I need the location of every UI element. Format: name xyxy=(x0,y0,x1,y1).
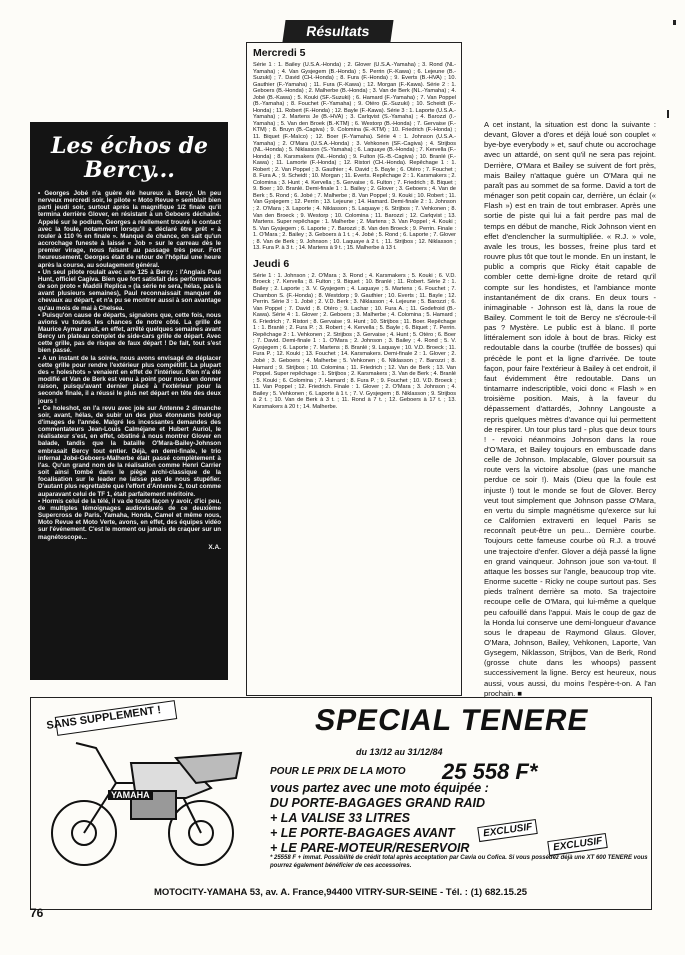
ad-line: DU PORTE-BAGAGES GRAND RAID xyxy=(270,796,486,810)
results-column xyxy=(246,42,462,696)
article-text: A cet instant, la situation est donc la suivante : devant, Glover a d'ores et déjà loué son couplet « bye-bye everybody » et, sauf chute ou accrochage avec un attardé, on sent qu'il ne sera pas rejoint. Derrière, O'Mara et Bailey se suivent de fort près, mais Bailey n'attaque guère un O'Mara qui ne paraît pas au sommet de sa forme. David a tort de ménager son petit copain car, derrière, un éclair (« Flash ») est en train de tout embraser. Après une sortie de piste qui lui a fait perdre pas mal de temps en début de manche, Rick Johnson vient en effet d'enclencher la surmultipliée. « R.J. » vole, avale les trous, les bosses, freine plus tard et rouvre plus tôt que tout le monde. En un instant, le public a compris que Ricky était capable de combler cette demi-ligne droite de retard qu'il compte sur les hondistes, et l'ambiance monte instantanément de dix crans. En deux tours - inimaginable - Johnson est là, dans la roue de Bailey. Comment le toit de Bercy ne s'écroule-t-il pas ? Mystère. Le public est à blanc. Il porte littéralement son idole à bout de bras. Ricky est redoutable dans la courbe (truffée de bosses) qui précède le pont et la ligne d'arrivée. De toute façon, pour faire l'extérieur à Bailey à cet endroit, il faut évidemment être redoutable. Dans un tintamarre indescriptible, voici donc « Flash » en troisième position. Mais, à la faveur du dépassement d'attardés, Johnny Langouste a repris quelques mètres d'avance qui lui permettent de respirer. Un tour plus tard - plus que deux tours ! - revoici néanmoins Johnson dans la roue d'O'Mara, et Bailey toujours en embuscade dans celle de Johnson. Implacable, Glover poursuit sa route vers la victoire absolue (pas une manche perdue ce soir !). Mais (Dieu que la foule est injuste !) tout le monde se fout de Glover. Bercy veut tout simplement que Johnson passe O'Mara, en vertu du simple magnétisme qu'exerce sur lui ce Californien extraverti en lequel Paris se reconnaît peut-être un peu... Dernière courbe. Toujours cette fameuse courbe où R.J. a trouvé une trajectoire d'enfer. Glover a déjà passé la ligne en grand vainqueur. Johnson joue son va-tout. Il attaque les bosses sur l'angle, beaucoup trop vite. Enorme sucette - Ricky ne coupe surtout pas. Ses pieds traînent derrière sa moto. Sa trajectoire recoupe celle de O'Mara, qui lui-même a quelque peu cafouillé dans l'appui. Mais le coup de gaz de la Honda lui conserve une demi-longueur d'avance sous le drapeau de Raymond Glaus. Glover, O'Mara, Johnson, Bailey, Vehkonen, Laporte, Van Gysegem, Niklasson, Strijbos, Van de Berk, Rond (grosse chute dans les whoops) passent successivement la ligne. Bercy est heureux, nous aussi, vous aussi, du moins l'espère-t-on. A l'an prochain. ■ xyxy=(484,120,656,698)
echos-paragraph: • Hormis celui de la télé, il va de toute façon y avoir, d'ici peu, de multiples témoignages audiovisuels de ce deuxième Supercross de Paris. Yamaha, Honda, Camel et même nous, Moto Revue et Moto Verte, avons, en effet, des équipes vidéo sur l'événement. C'est le moment ou jamais de craquer sur un magnétoscope... xyxy=(38,497,221,541)
echos-paragraph: • Ce holeshot, on l'a revu avec joie sur Antenne 2 dimanche soir, avant, hélas, de subir un des plus étonnants hold-up d'images de l'année. Malgré les incessantes demandes des commentateurs Jean-Louis Calméjane et Hubert Auriol, le réalisateur s'est, en effet, obstiné à nous montrer Glover en balade, tandis que la bataille O'Mara-Bailey-Johnson embrasait Bercy tout entier. Déjà, en demi-finale, le trio infernal Jobé-Geboers-Malherbe était passé complètement à l'as. Qu'un grand nom de la réalisation comme Henri Carrier soit ainsi tombé dans le piège archi-classique de la focalisation sur le leader ne laisse pas de nous stupéfier. D'autant plus regrettable que l'effort d'Antenne 2, tout comme auparavant celui de TF 1, était parfaitement méritoire. xyxy=(38,404,221,498)
results-day-title: Jeudi 6 xyxy=(253,257,290,270)
echos-signature: X.A. xyxy=(208,543,221,551)
ad-footnote: * 25558 F + immat. Possibilité de crédit total après acceptation par Cavia ou Cofica. Si vous possédez déjà une XT 600 TENERE vous pourrez également bénéficier de ces accessoires. xyxy=(270,855,648,869)
bike-caption: SANS SUPPLEMENT ! xyxy=(45,704,162,732)
echos-paragraph: • Puisqu'on cause de départs, signalons que, cette fois, nous avions vu toutes les chances de notre côté. La grille de Maurice Aymar avait, en effet, arrêté quelques semaines avant Bercy un plateau complet de side-cars grille de départ. Avec cette grille, pas de risque de faux départ ! De fait, tout s'est bien passé. xyxy=(38,311,221,355)
echos-box xyxy=(30,122,228,680)
results-day-text: Série 1 : 1. Johnson ; 2. O'Mara ; 3. Rond ; 4. Karsmakers ; 5. Kouki ; 6. V.D. Broeck ; 7. Kervella ; 8. Fulton ; 9. Biquet ; 10. Branlé ; 11. Robert. Série 2 : 1. Bailey ; 2. Laporte ; 3. V. Gysjegem ; 4. Laquaye ; 5. Martens ; 6. Fouchet ; 7. Chambon S. (F.-Honda) ; 8. Westdorp ; 9. Gauthier ; 10. Everts ; 11. Bayle ; 12. Perrin. Série 3 : 1. Jobé ; 2. V.D. Berk ; 3. Niklasson ; 4. Lejeune ; 5. Barozzi ; 6. Van Poppel ; 7. David ; 8. Otéro ; 9. Lachar ; 10. Fura A. ; 11. Godefroid (B.-Kawa). Série 4 : 1. Glover ; 2. Geboers ; 3. Malherbe ; 4. Colomina ; 5. Hamard ; 6. Friedrich ; 7. Ristori ; 8. Gervaise ; 9. Hunt ; 10. Strijbos ; 11. Boer. Repêchage 1 : 1. Branlé ; 2. Fura P. ; 3. Robert ; 4. Kervella ; 5. Bayle ; 6. Biquet ; 7. Perrin. Repêchage 2 : 1. Vehkonen ; 2. Strijbos ; 3. Gervaise ; 4. Hunt ; 5. Otéro ; 6. Boer ; 7. David. Demi-finale 1 : 1. O'Mara ; 2. Johnson ; 3. Bailey ; 4. Rond ; 5. V. Gysjegem ; 6. Laporte ; 7. Martens ; 8. Branlé ; 9. Laquaye ; 10. V.D. Broeck ; 11. Fura P. ; 12. Kouki ; 13. Fouchet ; 14. Karsmakers. Demi-finale 2 : 1. Glover ; 2. Jobé ; 3. Geboers ; 4. Malherbe ; 5. Vehkonen ; 6. Niklasson ; 7. Barozzi ; 8. Hamard ; 9. Strijbos ; 10. Colomina ; 11. Friedrich ; 12. Van de Berk ; 13. Van Poppel. Super repêchage : 1. Strijbos ; 2. Karsmakers ; 3. Van de Berk ; 4. Branlé ; 5. Kouki ; 6. Colomina ; 7. Hamard ; 8. Fura P. ; 9. Fouchet ; 10. V.D. Broeck ; 11. Van Poppel ; 12. Friedrich. Finale : 1. Glover ; 2. O'Mara ; 3. Johnson ; 4. Bailey ; 5. Vehkonen ; 6. Laporte à 1 t. ; 7. V. Gysjegem ; 8. Niklasson ; 9. Strijbos à 2 t. ; 10. Van de Berk à 3 t. ; 11. Rond à 7 t. ; 12. Geboers à 17 t. ; 13. Karsmakers à 20 t ; 14. Malherbe. xyxy=(253,272,456,410)
page-number: 76 xyxy=(30,906,44,920)
ad-title: SPECIAL TENERE xyxy=(312,704,592,737)
ad-dates: du 13/12 au 31/12/84 xyxy=(356,747,443,757)
echos-paragraph: • A un instant de la soirée, nous avons envisagé de déplacer cette grille pour rendre l'extérieur plus compétitif. La plupart des « holeshots » venaient en effet de l'intérieur. Rien n'a été modifié et Van de Berk est venu à point pour nous en donner raison, puisqu'avant dernier placé à l'extérieur pour la seconde finale, il a réussi le plus net départ en tête des deux jours ! xyxy=(38,354,221,405)
ad-price-lead: POUR LE PRIX DE LA MOTO xyxy=(270,766,406,777)
ad-line: + LE PORTE-BAGAGES AVANT xyxy=(270,826,455,840)
ad-line: + LA VALISE 33 LITRES xyxy=(270,811,410,825)
results-day-title: Mercredi 5 xyxy=(253,47,306,59)
margin-mark xyxy=(667,110,669,118)
echos-paragraph: • Georges Jobé n'a guère été heureux à Bercy. Un peu nerveux mercredi soir, le pilote « Moto Revue » semblait bien parti jeudi soir, surtout après la magnifique 1/2 finale qu'il termina derrière Glover, en résistant à un Geboers déchaîné. Appelé sur le podium, Georges a réellement trouvé le contact avec la foule, notamment lorsqu'il a déclaré être prêt « à rouler à 110 % en finale ». Manque de chance, on sait qu'un accrochage funeste à laissé « Job » sur le carreau dès le premier virage, nous faisant au passage très peur. Fort heureusement, Georges était de retour de l'hôpital une heure après la course, au soulagement général. xyxy=(38,190,221,269)
results-day-text: Série 1 : 1. Bailey (U.S.A.-Honda) ; 2. Glover (U.S.A.-Yamaha) ; 3. Rond (NL-Yamaha) ; 4. Van Gysjegem (B.-Honda) ; 5. Perrin (F.-Kawa) ; 6. Lejeune (B.-Suzuki) ; 7. David (CH.-Honda) ; 8. Fura (F.-Honda) ; 9. Everts (B.-HVA) ; 10. Gauthier (F.-Yamaha) ; 11. Fura (F.-Kawa) ; 12. Morgan (F.-Kawa). Série 2 : 1. Geboers (B.-Honda) ; 2. Malherbe (B.-Honda) ; 3. Van de Berk (NL.-Yamaha) ; 4. Jobé (B.-Kawa) ; 5. Kouki (SF.-Suzuki) ; 6. Hamard (F.-Yamaha) ; 7. Van Poppel (B.-Yamaha) ; 8. Fouchet (F.-Yamaha) ; 9. Otéro (E.-Suzuki) ; 10. Scheidt (F.-Honda) ; 11. Robert (F.-Honda) ; 12. Bayle (F.-Kawa). Série 3 : 1. Laporte (U.S.A.-Yamaha) ; 2. Martens Je (B.-HVA) ; 3. Carlqvist (S.-Yamaha) ; 4. Barozzi (I.-Yamaha) ; 5. Van den Broek (B.-KTM) ; 6. Westorp (B.-Honda) ; 7. Gervaise (F.-KTM) ; 8. Bruyn (B.-Cagiva) ; 9. Colomina (E.-KTM) ; 10. Friedrich (F.-Honda) ; 11. Biquet (F.-Maïco) ; 12. Boer (F.-Yamaha). Série 4 : 1. Johnson (U.S.A.-Yamaha) ; 2. O'Mara (U.S.A.-Honda) ; 3. Vehkonen (SF.-Cagiva) ; 4. Strijbos (NL.-Honda) ; 5. Niklasson (S.-Yamaha) ; 6. Laquaye (B.-Honda) ; 7. Kervella (F.-Honda) ; 8. Karsmakers (NL.-Honda) ; 9. Fulton (G.-B.-Cagiva) ; 10. Branlé (F.-Kawa) ; 11. Lamorte (F.-Honda) ; 12. Ristori (CH.-Honda). Repêchage 1 : 1. Robert ; 2. Van Poppel ; 3. Gauthier ; 4. David ; 5. Bayle ; 6. Otéro ; 7. Fouchet ; 8. Fura A. ; 9. Scheidt ; 10. Morgan ; 11. Everts. Repêchage 2 : 1. Karsmakers ; 2. Colomina ; 3. Hunt ; 4. Kervella ; 5. Gervaise ; 6. Fulton ; 7. Friedrich ; 8. Biquet ; 9. Boer ; 10. Branlé. Demi-finale 1 : 1. Bailey ; 2. Glover ; 3. Geboers ; 4. Van de Berk ; 5. Rond ; 6. Jobé ; 7. Malherbe ; 8. Van Poppel ; 9. Kouki ; 10. Robert ; 11. Van Gysjegem ; 12. Perrin ; 13. Lejeune ; 14. Hamard. Demi-finale 2 : 1. Johnson ; 2. O'Mara ; 3. Laporte ; 4. Niklasson ; 5. Laquaye ; 6. Strijbos ; 7. Vehkonen ; 8. Van den Broeck ; 9. Westorp ; 10. Colomina ; 11. Barozzi ; 12. Carlqvist ; 13. Martens. Super repêchage : 1. Malherbe ; 2. Martens ; 3. Van Poppel ; 4. Kouki ; 5. Van Gysjegem ; 6. Laporte ; 7. Barozzi ; 8. Van den Broeck ; 9. Perrin. Finale : 1. O'Mara ; 2. Bailey ; 3. Geboers à 1 t. ; 4. Jobé ; 5. Rond ; 6. Laporte ; 7. Glover ; 8. Van de Berk ; 9. Johnson ; 10. Laquaye à 2 t. ; 11. Strijbos ; 12. Niklasson ; 13. Fura P. à 3 t. ; 14. Martens à 9 t. ; 15. Malherbe à 13 t. xyxy=(253,62,456,252)
ad-line: + LE PARE-MOTEUR/RESERVOIR xyxy=(270,841,470,855)
ad-line: vous partez avec une moto équipée : xyxy=(270,781,489,795)
bike-brand: YAMAHA xyxy=(108,790,153,800)
echos-title: Les échos de Bercy... xyxy=(51,133,208,183)
echos-paragraph: • Un seul pilote roulait avec une 125 à Bercy : l'Anglais Paul Hunt, officiel Cagiva. Bien que fort satisfait des performances de son proto « Maddii Replica » (la série ne sera, hélas, pas là avant plusieurs semaines), Paul reconnaissait manquer de chevaux au départ, et n'a pu se montrer aussi à son avantage qu'au mois de mai à Chelsea. xyxy=(38,268,221,312)
ad-contact: MOTOCITY-YAMAHA 53, av. A. France,94400 VITRY-SUR-SEINE - Tél. : (1) 682.15.25 xyxy=(154,887,528,898)
exclusive-stamp: EXCLUSIF xyxy=(547,833,608,856)
exclusive-stamp: EXCLUSIF xyxy=(477,819,538,842)
results-banner: Résultats xyxy=(282,20,393,42)
ad-price: 25 558 F* xyxy=(442,759,538,784)
results-header xyxy=(246,14,462,44)
margin-mark xyxy=(673,20,676,25)
